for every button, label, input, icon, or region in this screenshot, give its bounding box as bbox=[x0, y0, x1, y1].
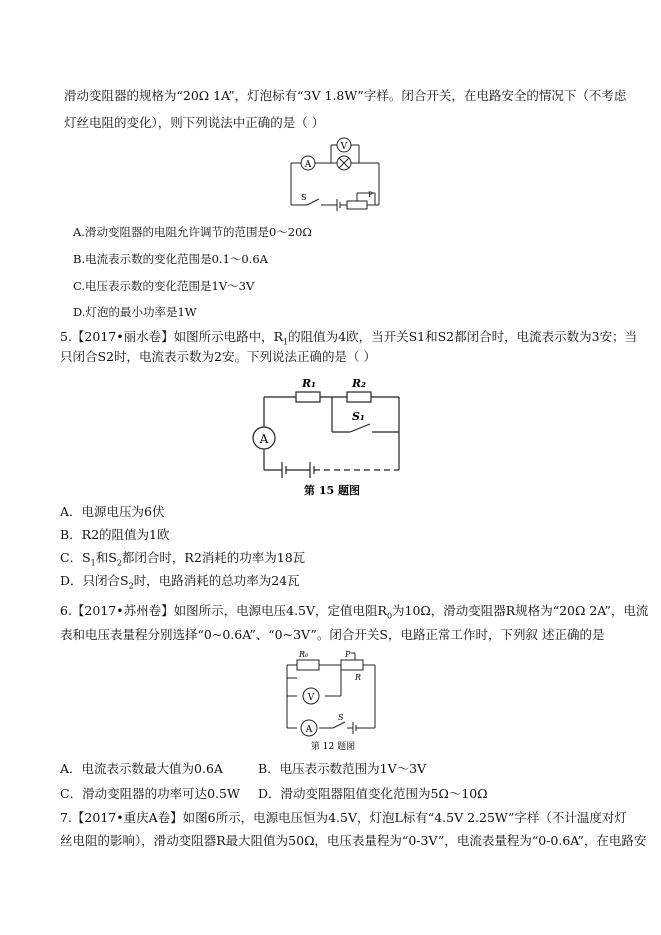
fig3-label-s: S bbox=[338, 713, 344, 722]
q4-option-d: D.灯泡的最小功率是1W bbox=[73, 305, 197, 319]
circuit-figure-2 bbox=[252, 372, 412, 500]
fig3-label-p: P bbox=[345, 650, 351, 659]
circuit-figure-3 bbox=[275, 648, 390, 754]
intro-line-1: 滑动变阻器的规格为“20Ω 1A”，灯泡标有“3V 1.8W”字样。闭合开关，在电路安全的情况下（不考虑 bbox=[64, 88, 627, 103]
intro-line-2: 灯丝电阻的变化），则下列说法中正确的是（ ） bbox=[64, 115, 325, 130]
q5-line-1: 5.【2017•丽水卷】如图所示电路中，$R_1$的阻值为4欧，当开关S1和S2都闭合时，电流表示数为3安；当 bbox=[60, 329, 638, 347]
q5-line-2: 只闭合S2时，电流表示数为2安。下列说法正确的是（ ） bbox=[60, 349, 376, 364]
q5-option-c: C．$S_1$和$S_2$都闭合时，R2消耗的功率为18瓦 bbox=[60, 550, 306, 568]
q5-option-b: B．R2的阻值为1欧 bbox=[60, 527, 170, 542]
q5-option-d: D．只闭合$S_2$时，电路消耗的总功率为24瓦 bbox=[60, 573, 300, 591]
fig1-label-s: S bbox=[301, 193, 307, 202]
q5-option-a: A．电源电压为6伏 bbox=[60, 504, 165, 519]
fig3-caption: 第 12 题图 bbox=[310, 742, 356, 752]
fig3-label-r: R bbox=[355, 673, 362, 682]
q4-option-a: A.滑动变阻器的电阻允许调节的范围是0～20Ω bbox=[73, 225, 312, 239]
q4-option-c: C.电压表示数的变化范围是1V～3V bbox=[73, 279, 255, 293]
fig3-label-r0: R₀ bbox=[299, 650, 309, 659]
fig1-label-p: P bbox=[368, 191, 373, 199]
fig2-label-r2: R₂ bbox=[352, 377, 366, 390]
q6-option-d: D．滑动变阻器阻值变化范围为5Ω～10Ω bbox=[258, 786, 488, 801]
q4-option-b: B.电流表示数的变化范围是0.1～0.6A bbox=[73, 252, 268, 266]
fig3-label-v: V bbox=[307, 693, 315, 703]
q6-option-a: A．电流表示数最大值为0.6A bbox=[60, 761, 223, 776]
q6-option-c: C．滑动变阻器的功率可达0.5W bbox=[60, 786, 240, 801]
circuit-figure-1 bbox=[285, 133, 385, 213]
q7-line-2: 丝电阻的影响），滑动变阻器R最大阻值为50Ω，电压表量程为“0-3V”，电流表量程为“0-0.6A”，在电路安 bbox=[60, 833, 647, 848]
fig2-label-s1: S₁ bbox=[352, 410, 365, 423]
fig3-label-a: A bbox=[305, 725, 313, 735]
fig2-caption: 第 15 题图 bbox=[304, 484, 360, 497]
fig1-label-a: A bbox=[304, 160, 312, 170]
q6-line-2: 表和电压表量程分别选择“0~0.6A”、“0~3V”。闭合开关S，电路正常工作时，下列叙 述正确的是 bbox=[60, 627, 605, 642]
fig1-label-v: V bbox=[340, 142, 348, 152]
fig2-label-a: A bbox=[259, 432, 269, 446]
q7-line-1: 7.【2017•重庆A卷】如图6所示，电源电压恒为4.5V，灯泡L标有“4.5V 2.25W”字样（不计温度对灯 bbox=[60, 810, 627, 825]
q6-option-b: B．电压表示数范围为1V～3V bbox=[258, 761, 427, 776]
q6-line-1: 6.【2017•苏州卷】如图所示，电源电压4.5V，定值电阻$R_0$为10Ω，滑动变阻器R规格为“20Ω 2A”，电流 bbox=[60, 603, 649, 621]
fig2-label-r1: R₁ bbox=[302, 377, 316, 390]
